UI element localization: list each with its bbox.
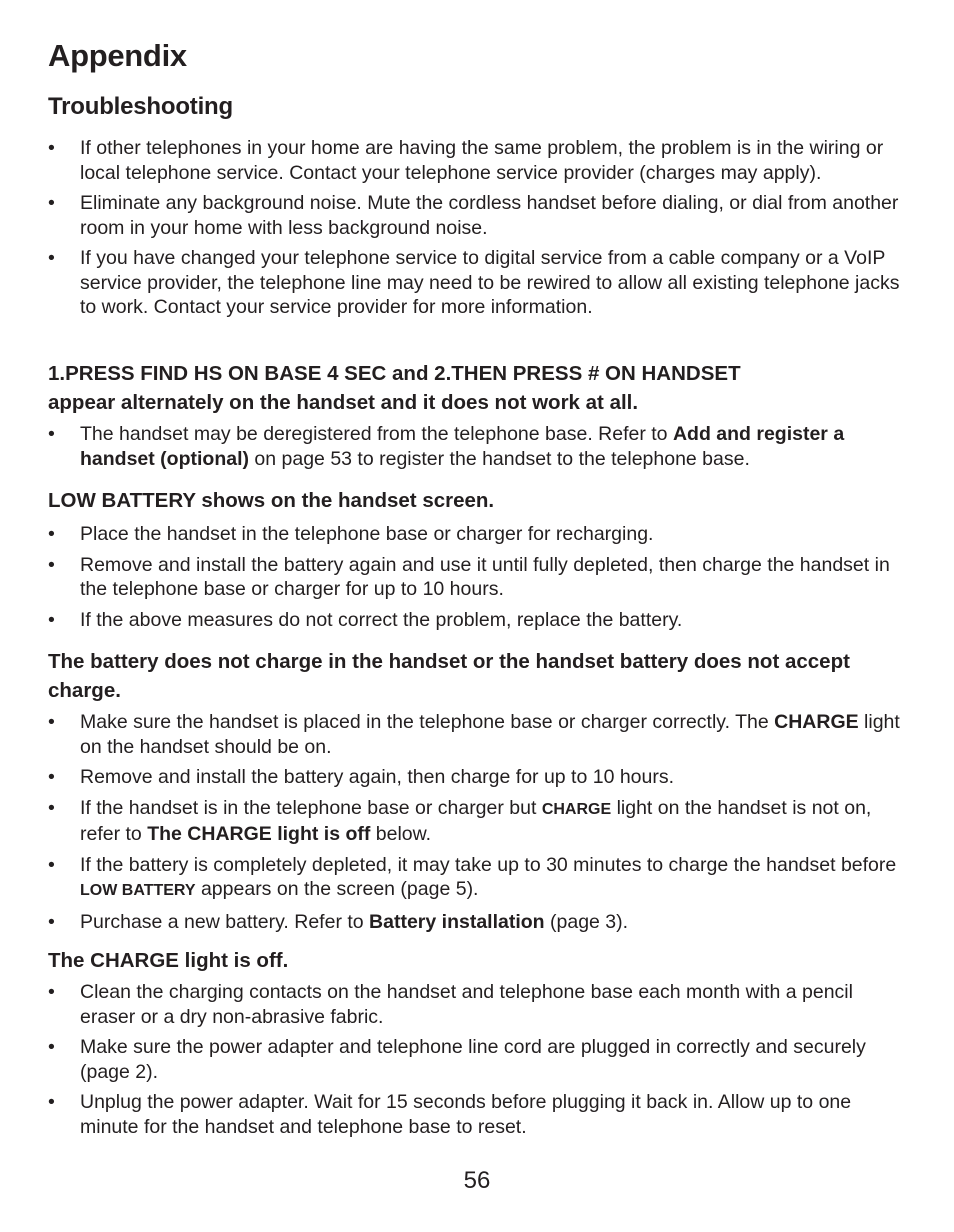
page-number: 56 — [463, 1167, 491, 1194]
list-item: • Clean the charging contacts on the handset and telephone base each month with a pencil eraser or a dry non-abrasive fabric. — [48, 980, 908, 1029]
list-item: • Eliminate any background noise. Mute the cordless handset before dialing, or dial from another room in your home with less background noise. — [48, 191, 908, 240]
list-item: • Place the handset in the telephone base or charger for recharging. — [48, 522, 908, 547]
text: below. — [370, 823, 432, 845]
list-item — [48, 910, 908, 935]
charge-label: CHARGE — [774, 711, 859, 733]
list-item — [48, 796, 908, 847]
deregistered-bullet-list — [48, 422, 908, 477]
text: If the battery is completely depleted, it may take up to 30 minutes to charge the handset before — [80, 853, 897, 876]
text: light on the handset should be on. — [80, 711, 900, 758]
list-item: • Unplug the power adapter. Wait for 15 seconds before plugging it back in. Allow up to one minute for the handset and telephone base to reset. — [48, 1090, 908, 1139]
low-battery-heading: LOW BATTERY shows on the handset screen. — [48, 489, 495, 512]
heading-line: appear alternately on the handset and it does not work at all. — [48, 391, 639, 414]
heading-line: 1.PRESS FIND HS ON BASE 4 SEC and 2.THEN PRESS # ON HANDSET — [48, 362, 741, 385]
charge-label: CHARGE — [541, 800, 612, 818]
charge-off-bullet-list — [48, 980, 908, 1145]
text: If the handset is in the telephone base or charger but — [80, 796, 542, 819]
text: The handset may be deregistered from the telephone base. Refer to — [80, 423, 673, 445]
charge-off-heading: The CHARGE light is off. — [48, 949, 289, 972]
list-item — [48, 853, 908, 904]
list-item: • If other telephones in your home are having the same problem, the problem is in the wiring or local telephone service. Contact your telephone service provider (charges may apply). — [48, 136, 908, 185]
list-item: • If you have changed your telephone service to digital service from a cable company or a VoIP service provider, the telephone line may need to be rewired to allow all existing telephone jacks to work. Contact your service provider for more information. — [48, 246, 908, 320]
list-item: • Make sure the power adapter and telephone line cord are plugged in correctly and securely (page 2). — [48, 1035, 908, 1084]
text: Make sure the handset is placed in the telephone base or charger correctly. The — [80, 711, 775, 733]
subsection-title: Troubleshooting — [48, 93, 233, 120]
text: appears on the screen (page 5). — [195, 878, 479, 900]
no-charge-bullet-list — [48, 710, 908, 940]
list-item: • Remove and install the battery again, then charge for up to 10 hours. — [48, 765, 908, 790]
reference-link-charge-light-off: The CHARGE light is off — [147, 823, 371, 845]
list-item — [48, 422, 908, 471]
list-item — [48, 710, 908, 759]
deregistered-heading — [48, 359, 741, 417]
text: on page 53 to register the handset to the telephone base. — [249, 447, 750, 470]
list-item: • Remove and install the battery again and use it until fully depleted, then charge the handset in the telephone base or charger for up to 10 hours. — [48, 553, 908, 602]
text: (page 3). — [544, 910, 629, 933]
no-charge-heading: The battery does not charge in the handset or the handset battery does not accept charge. — [48, 650, 850, 702]
intro-bullet-list — [48, 136, 908, 326]
text: Purchase a new battery. Refer to — [80, 910, 370, 933]
section-title: Appendix — [48, 38, 187, 73]
reference-link-battery-installation: Battery installation — [369, 910, 545, 933]
low-battery-bullet-list — [48, 522, 908, 638]
list-item: • If the above measures do not correct the problem, replace the battery. — [48, 608, 908, 633]
reference-link-add-register-handset: Add and register a handset (optional) — [80, 423, 845, 470]
low-battery-label: LOW BATTERY — [80, 882, 196, 899]
text: light on the handset is not on, refer to — [80, 796, 872, 845]
